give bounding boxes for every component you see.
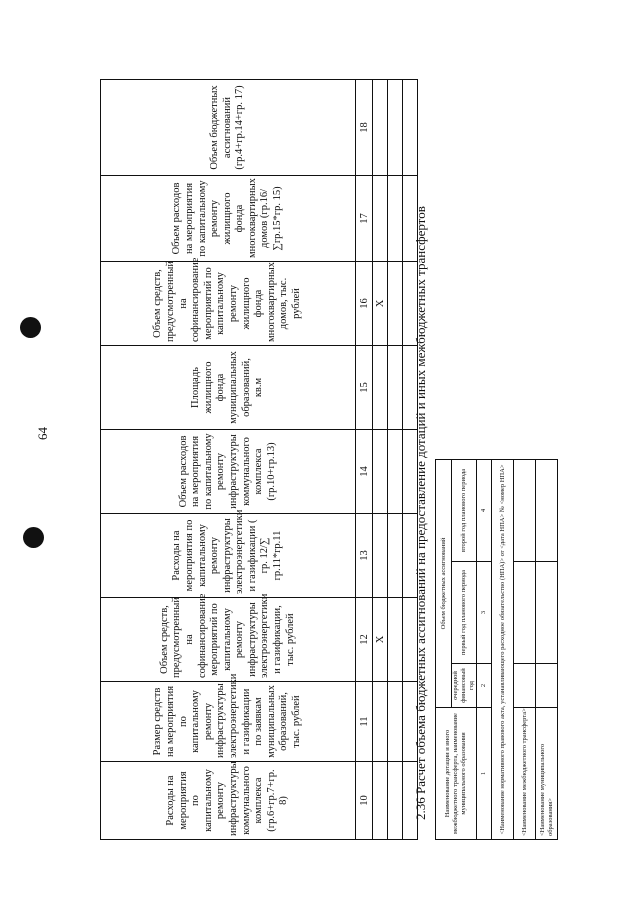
header-cell: Размер средств на мероприятия по капитальному ремонту инфраструктуры электроэнергетики и газификации по заявкам муниципальных образований, тыс. рублей (101, 682, 356, 762)
column-number: 2 (477, 664, 492, 708)
table-cell (388, 176, 403, 262)
table-cell (514, 459, 536, 561)
table-row (492, 459, 514, 839)
header-cell: Объем расходов на мероприятия по капитальному ремонту жилищного фонда многоквартирных домов (гр.16/∑гр.15*гр. 15) (101, 176, 356, 262)
column-number: 14 (356, 430, 373, 514)
punch-hole-bottom (23, 527, 44, 548)
table-cell: X (373, 262, 388, 346)
header-cell: Наименование дотации и иного межбюджетного трансферта, наименование муниципального образования (436, 708, 477, 840)
header-row (101, 80, 356, 840)
table-cell (373, 514, 388, 598)
column-number: 1 (477, 708, 492, 840)
column-number: 16 (356, 262, 373, 346)
table-cell (403, 80, 418, 176)
table-cell (388, 430, 403, 514)
table-cell: <Наименование муниципального образования> (536, 708, 558, 840)
table-cell: X (373, 598, 388, 682)
table-row (536, 459, 558, 839)
header-cell: Объем средств, предусмотренный на софинансирование мероприятий по капитальному ремонту инфраструктуры электроэнергетики и газификации, тыс. рублей (101, 598, 356, 682)
table-cell (536, 459, 558, 561)
table-cell (373, 430, 388, 514)
column-number: 15 (356, 346, 373, 430)
table-row (388, 80, 403, 840)
header-cell: Площадь жилищного фонда муниципальных образований, кв.м (101, 346, 356, 430)
column-number: 3 (477, 562, 492, 664)
column-number-row (477, 459, 492, 839)
header-cell: Объем бюджетных ассигнований (436, 459, 452, 707)
column-number: 17 (356, 176, 373, 262)
header-cell: очередной финансовый год (452, 664, 477, 708)
column-number: 11 (356, 682, 373, 762)
table-cell (373, 80, 388, 176)
table-cell (373, 176, 388, 262)
table-cell (388, 262, 403, 346)
column-number: 10 (356, 762, 373, 840)
table-cell: <Наименование межбюджетного трансферта> (514, 708, 536, 840)
column-number: 18 (356, 80, 373, 176)
table-cell (388, 682, 403, 762)
budget-allocation-table (435, 459, 558, 840)
table-cell (388, 762, 403, 840)
header-cell: Объем расходов на мероприятия по капитальному ремонту инфраструктуры коммунального комплекса (гр.10+гр.13) (101, 430, 356, 514)
header-cell: первый год планового периода (452, 562, 477, 664)
table-cell (373, 346, 388, 430)
table-cell (388, 514, 403, 598)
table-cell (514, 562, 536, 664)
column-number-row (356, 80, 373, 840)
page-number: 64 (35, 427, 50, 440)
header-cell: второй год планового периода (452, 459, 477, 561)
header-row (436, 459, 452, 839)
table-cell (373, 682, 388, 762)
table-cell (388, 346, 403, 430)
table-cell (388, 80, 403, 176)
table-cell (388, 598, 403, 682)
table-cell (514, 664, 536, 708)
table-cell: <Наименование нормативного правового акта, устанавливающего расходное обязательство (НПА)> от <дата НПА> № <номер НПА> (492, 459, 514, 839)
column-number: 13 (356, 514, 373, 598)
column-number: 12 (356, 598, 373, 682)
header-cell: Объем бюджетных ассигнований (гр.4+гр.14+гр. 17) (101, 80, 356, 176)
table-cell (536, 562, 558, 664)
header-cell: Объем средств, предусмотренный на софинансирование мероприятий по капитальному ремонту жилищного фонда многоквартирных домов, тыс. рублей (101, 262, 356, 346)
table-row (373, 80, 388, 840)
punch-hole-top (20, 317, 41, 338)
budget-calculation-table-continued (100, 79, 418, 840)
column-number: 4 (477, 459, 492, 561)
table-row (514, 459, 536, 839)
section-title: 2.36 Расчет объема бюджетных ассигнований на предоставление дотаций и иных межбюджетных трансфертов (413, 206, 428, 820)
table-cell (536, 664, 558, 708)
header-cell: Расходы на мероприятия по капитальному ремонту инфраструктуры электроэнергетики и газификации ( гр. 12/∑ гр.11*гр.11 (101, 514, 356, 598)
header-cell: Расходы на мероприятия по капитальному ремонту инфраструктуры коммунального комплекса (гр.6+гр.7+гр. 8) (101, 762, 356, 840)
table-cell (373, 762, 388, 840)
